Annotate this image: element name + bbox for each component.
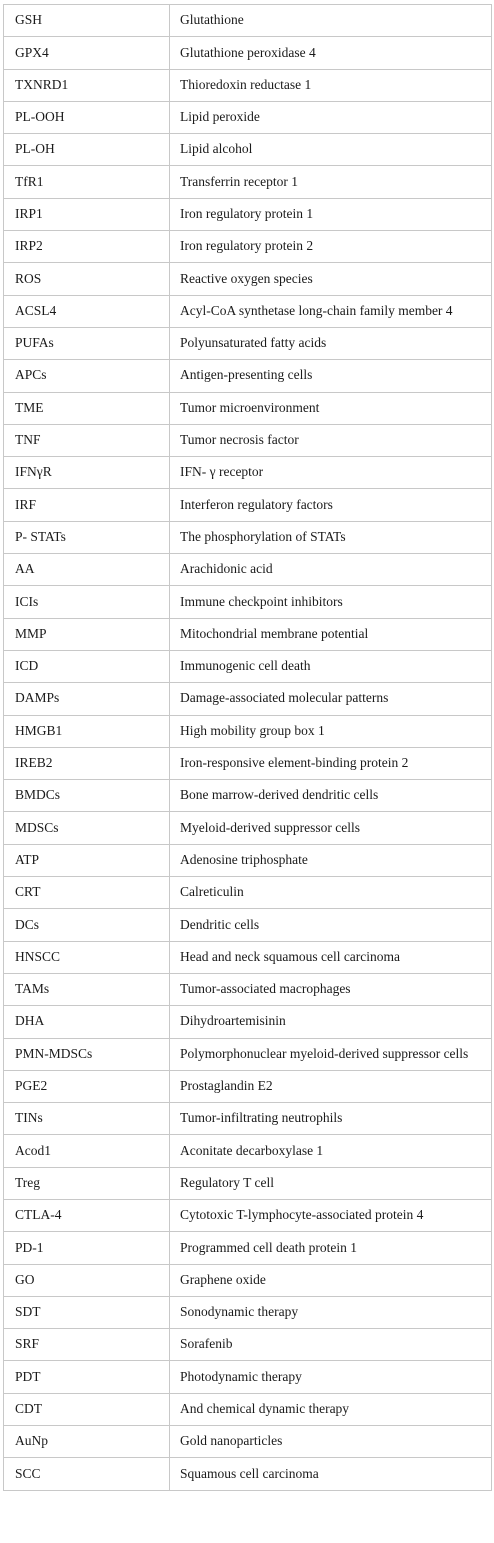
abbreviation-cell: PGE2	[4, 1070, 170, 1102]
table-row	[4, 1070, 492, 1102]
abbreviation-cell: SCC	[4, 1458, 170, 1490]
abbreviation-cell: IRP2	[4, 231, 170, 263]
table-row	[4, 263, 492, 295]
full-term-cell: Sonodynamic therapy	[170, 1296, 492, 1328]
table-row	[4, 1006, 492, 1038]
table-row	[4, 1103, 492, 1135]
abbreviation-cell: APCs	[4, 360, 170, 392]
table-row	[4, 973, 492, 1005]
abbreviation-cell: PL-OH	[4, 134, 170, 166]
table-row	[4, 198, 492, 230]
abbreviation-cell: HNSCC	[4, 941, 170, 973]
full-term-cell: Gold nanoparticles	[170, 1426, 492, 1458]
abbreviation-cell: IRF	[4, 489, 170, 521]
table-row	[4, 1329, 492, 1361]
full-term-cell: Immunogenic cell death	[170, 650, 492, 682]
full-term-cell: Regulatory T cell	[170, 1167, 492, 1199]
full-term-cell: Glutathione	[170, 5, 492, 37]
full-term-cell: Myeloid-derived suppressor cells	[170, 812, 492, 844]
full-term-cell: Aconitate decarboxylase 1	[170, 1135, 492, 1167]
full-term-cell: Damage-associated molecular patterns	[170, 683, 492, 715]
full-term-cell: Glutathione peroxidase 4	[170, 37, 492, 69]
full-term-cell: Dendritic cells	[170, 909, 492, 941]
full-term-cell: Arachidonic acid	[170, 554, 492, 586]
full-term-cell: Lipid alcohol	[170, 134, 492, 166]
full-term-cell: Immune checkpoint inhibitors	[170, 586, 492, 618]
table-row	[4, 295, 492, 327]
table-row	[4, 37, 492, 69]
abbreviation-cell: HMGB1	[4, 715, 170, 747]
abbreviation-cell: PD-1	[4, 1232, 170, 1264]
table-row	[4, 747, 492, 779]
abbreviation-cell: ATP	[4, 844, 170, 876]
full-term-cell: Head and neck squamous cell carcinoma	[170, 941, 492, 973]
full-term-cell: Iron regulatory protein 2	[170, 231, 492, 263]
full-term-cell: Polyunsaturated fatty acids	[170, 327, 492, 359]
table-row	[4, 101, 492, 133]
abbreviation-cell: PL-OOH	[4, 101, 170, 133]
table-row	[4, 877, 492, 909]
abbreviation-cell: MDSCs	[4, 812, 170, 844]
table-row	[4, 1296, 492, 1328]
table-row	[4, 521, 492, 553]
table-row	[4, 1135, 492, 1167]
abbreviation-cell: AA	[4, 554, 170, 586]
abbreviation-cell: SDT	[4, 1296, 170, 1328]
abbreviation-cell: CRT	[4, 877, 170, 909]
abbreviation-cell: GO	[4, 1264, 170, 1296]
table-row	[4, 489, 492, 521]
full-term-cell: High mobility group box 1	[170, 715, 492, 747]
full-term-cell: And chemical dynamic therapy	[170, 1393, 492, 1425]
full-term-cell: Lipid peroxide	[170, 101, 492, 133]
abbreviation-cell: GPX4	[4, 37, 170, 69]
full-term-cell: Calreticulin	[170, 877, 492, 909]
abbreviation-cell: IRP1	[4, 198, 170, 230]
full-term-cell: Acyl-CoA synthetase long-chain family member 4	[170, 295, 492, 327]
full-term-cell: Iron regulatory protein 1	[170, 198, 492, 230]
full-term-cell: Tumor-infiltrating neutrophils	[170, 1103, 492, 1135]
table-row	[4, 392, 492, 424]
full-term-cell: Adenosine triphosphate	[170, 844, 492, 876]
abbreviation-cell: BMDCs	[4, 780, 170, 812]
table-row	[4, 909, 492, 941]
table-row	[4, 586, 492, 618]
full-term-cell: Sorafenib	[170, 1329, 492, 1361]
full-term-cell: Thioredoxin reductase 1	[170, 69, 492, 101]
table-row	[4, 231, 492, 263]
abbreviation-cell: TfR1	[4, 166, 170, 198]
table-row	[4, 554, 492, 586]
abbreviation-cell: PUFAs	[4, 327, 170, 359]
full-term-cell: Programmed cell death protein 1	[170, 1232, 492, 1264]
full-term-cell: IFN- γ receptor	[170, 457, 492, 489]
full-term-cell: Reactive oxygen species	[170, 263, 492, 295]
abbreviation-cell: GSH	[4, 5, 170, 37]
full-term-cell: Tumor-associated macrophages	[170, 973, 492, 1005]
abbreviation-cell: TNF	[4, 424, 170, 456]
abbreviation-cell: TINs	[4, 1103, 170, 1135]
abbreviation-cell: DHA	[4, 1006, 170, 1038]
abbreviation-cell: SRF	[4, 1329, 170, 1361]
full-term-cell: Transferrin receptor 1	[170, 166, 492, 198]
full-term-cell: Bone marrow-derived dendritic cells	[170, 780, 492, 812]
table-row	[4, 69, 492, 101]
table-row	[4, 812, 492, 844]
abbreviation-cell: P- STATs	[4, 521, 170, 553]
abbreviation-cell: CDT	[4, 1393, 170, 1425]
abbreviation-cell: ROS	[4, 263, 170, 295]
table-row	[4, 457, 492, 489]
abbreviation-cell: Treg	[4, 1167, 170, 1199]
table-row	[4, 780, 492, 812]
abbreviation-cell: CTLA-4	[4, 1199, 170, 1231]
table-row	[4, 1393, 492, 1425]
table-row	[4, 1038, 492, 1070]
table-row	[4, 683, 492, 715]
table-row	[4, 1264, 492, 1296]
abbreviation-cell: PMN-MDSCs	[4, 1038, 170, 1070]
abbreviation-table-body	[4, 5, 492, 1491]
full-term-cell: Prostaglandin E2	[170, 1070, 492, 1102]
abbreviation-cell: DAMPs	[4, 683, 170, 715]
full-term-cell: Squamous cell carcinoma	[170, 1458, 492, 1490]
abbreviation-cell: ICD	[4, 650, 170, 682]
table-row	[4, 1199, 492, 1231]
abbreviation-cell: TME	[4, 392, 170, 424]
full-term-cell: The phosphorylation of STATs	[170, 521, 492, 553]
table-row	[4, 134, 492, 166]
abbreviation-table-container	[3, 4, 491, 1491]
full-term-cell: Interferon regulatory factors	[170, 489, 492, 521]
full-term-cell: Polymorphonuclear myeloid-derived suppressor cells	[170, 1038, 492, 1070]
table-row	[4, 1458, 492, 1490]
full-term-cell: Tumor necrosis factor	[170, 424, 492, 456]
abbreviation-cell: TAMs	[4, 973, 170, 1005]
abbreviation-cell: ICIs	[4, 586, 170, 618]
table-row	[4, 844, 492, 876]
abbreviation-cell: PDT	[4, 1361, 170, 1393]
table-row	[4, 1167, 492, 1199]
table-row	[4, 618, 492, 650]
abbreviation-cell: DCs	[4, 909, 170, 941]
abbreviation-table	[3, 4, 492, 1491]
table-row	[4, 360, 492, 392]
table-row	[4, 715, 492, 747]
abbreviation-cell: Acod1	[4, 1135, 170, 1167]
table-row	[4, 941, 492, 973]
table-row	[4, 327, 492, 359]
table-row	[4, 1361, 492, 1393]
table-row	[4, 650, 492, 682]
full-term-cell: Dihydroartemisinin	[170, 1006, 492, 1038]
full-term-cell: Photodynamic therapy	[170, 1361, 492, 1393]
abbreviation-cell: MMP	[4, 618, 170, 650]
table-row	[4, 166, 492, 198]
abbreviation-cell: ACSL4	[4, 295, 170, 327]
full-term-cell: Mitochondrial membrane potential	[170, 618, 492, 650]
abbreviation-cell: IFNγR	[4, 457, 170, 489]
table-row	[4, 5, 492, 37]
table-row	[4, 424, 492, 456]
abbreviation-cell: IREB2	[4, 747, 170, 779]
full-term-cell: Antigen-presenting cells	[170, 360, 492, 392]
full-term-cell: Tumor microenvironment	[170, 392, 492, 424]
abbreviation-cell: AuNp	[4, 1426, 170, 1458]
table-row	[4, 1426, 492, 1458]
full-term-cell: Iron-responsive element-binding protein 2	[170, 747, 492, 779]
abbreviation-cell: TXNRD1	[4, 69, 170, 101]
table-row	[4, 1232, 492, 1264]
full-term-cell: Cytotoxic T-lymphocyte-associated protein 4	[170, 1199, 492, 1231]
full-term-cell: Graphene oxide	[170, 1264, 492, 1296]
